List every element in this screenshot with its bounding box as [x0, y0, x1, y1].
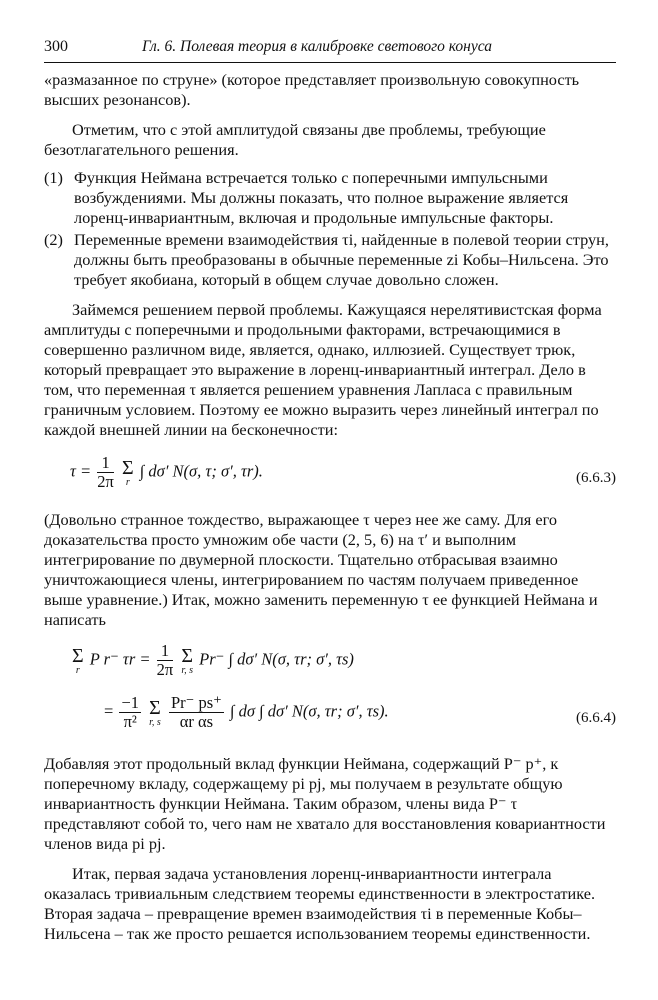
fraction-numerator: −1: [121, 693, 139, 712]
equation-lhs: τ =: [70, 461, 92, 481]
paragraph-first-problem: Займемся решением первой проблемы. Кажущаяся нерелятивистская форма амплитуды с поперечными и продольными факторами, встречающимися в совершенно различном виде, является, однако, иллюзией. Существует трюк, который превращает это выражение в лоренц-инвариантный интеграл. Дело в том, что переменная τ является решением уравнения Лапласа с правильным граничным условием. Поэтому ее можно выразить через линейный интеграл по каждой внешней линии на бесконечности:: [44, 300, 602, 439]
equation-rhs: Pr⁻ ∫ dσ′ N(σ, τr; σ′, τs): [199, 649, 354, 669]
equation-line-2: [104, 694, 389, 731]
equation-number: (6.6.4): [576, 710, 616, 726]
equation-line-1: [70, 642, 354, 679]
fraction: [157, 642, 174, 679]
sigma-symbol: Σ: [72, 644, 84, 667]
equation-lhs: P r⁻ τr =: [89, 649, 151, 669]
sum-index: r, s: [181, 664, 194, 676]
equation-number: (6.6.3): [576, 470, 616, 486]
list-item-number: (1): [44, 168, 63, 187]
fraction-numerator: 1: [97, 454, 114, 473]
page-number: 300: [44, 38, 68, 55]
equation-6-6-4: [44, 638, 616, 748]
page-content: [44, 70, 616, 944]
list-item-number: (2): [44, 230, 63, 249]
list-item-text: Переменные времени взаимодействия τi, найденные в полевой теории струн, должны быть преобразованы в обычные переменные zi Кобы–Нильсена. Это требует якобиана, который в общем случае довольно сложен.: [74, 230, 609, 289]
fraction: [169, 694, 224, 731]
list-item: [44, 230, 616, 290]
fraction: [119, 694, 141, 731]
paragraph-intro: «размазанное по струне» (которое представляет произвольную совокупность высших резонансов).: [44, 70, 580, 109]
fraction-denominator: 2π: [97, 472, 114, 491]
equation-rhs: ∫ dσ ∫ dσ′ N(σ, τr; σ′, τs).: [229, 701, 389, 721]
sigma-symbol: Σ: [181, 644, 194, 667]
paragraph-identity: (Довольно странное тождество, выражающее τ через нее же саму. Для его доказательства просто умножим обе части (2, 5, 6) на τ′ и выполним интегрирование по двумерной плоскости. Тщательно отбрасывая взаимно уничтожающиеся члены, интегрированием по частям получаем приведенное выше уравнение.) Итак, можно заменить переменную τ ее функцией Неймана и написать: [44, 510, 598, 629]
summation: [72, 646, 84, 676]
summation: [149, 698, 161, 728]
fraction-denominator: 2π: [156, 660, 174, 679]
paragraph-problems: Отметим, что с этой амплитудой связаны две проблемы, требующие безотлагательного решения.: [44, 120, 546, 159]
running-title: Гл. 6. Полевая теория в калибровке светового конуса: [142, 38, 492, 55]
sigma-symbol: Σ: [122, 456, 134, 479]
page-header: [44, 38, 616, 63]
list-item-text: Функция Неймана встречается только с поперечными импульсными возбуждениями. Мы должны показать, что полное выражение является лоренц-инвариантным, включая и продольные импульсные факторы.: [74, 168, 569, 227]
sum-index: r, s: [149, 716, 161, 728]
sum-index: r: [75, 664, 80, 676]
paragraph-conclusion: Итак, первая задача установления лоренц-инвариантности интеграла оказалась тривиальным следствием теоремы единственности в электростатике. Вторая задача – превращение времен взаимодействия τi в переменные Кобы–Нильсена – так же просто решается использованием теоремы единственности.: [44, 864, 596, 943]
paragraph-adding: Добавляя этот продольный вклад функции Неймана, содержащий P⁻ p⁺, к поперечному вкладу, содержащему pi pj, мы получаем в результате общую инвариантность функции Неймана. Таким образом, члены вида P⁻ τ представляют собой то, чего нам не хватало для восстановления ковариантности членов вида pi pj.: [44, 754, 606, 853]
fraction-denominator: αr αs: [179, 712, 214, 731]
equals-sign: =: [104, 701, 114, 721]
fraction-numerator: 1: [157, 642, 174, 661]
problem-list: [44, 168, 616, 290]
equation-6-6-3: [44, 448, 616, 504]
sigma-symbol: Σ: [149, 696, 161, 719]
equation-rhs: ∫ dσ′ N(σ, τ; σ′, τr).: [139, 461, 263, 481]
equation-body: [70, 454, 263, 491]
fraction-denominator: π²: [123, 712, 137, 731]
list-item: [44, 168, 616, 228]
summation: [181, 646, 193, 676]
sum-index: r: [125, 476, 130, 488]
fraction-numerator: Pr⁻ ps⁺: [170, 693, 222, 712]
fraction: [97, 454, 114, 491]
summation: [122, 458, 134, 488]
